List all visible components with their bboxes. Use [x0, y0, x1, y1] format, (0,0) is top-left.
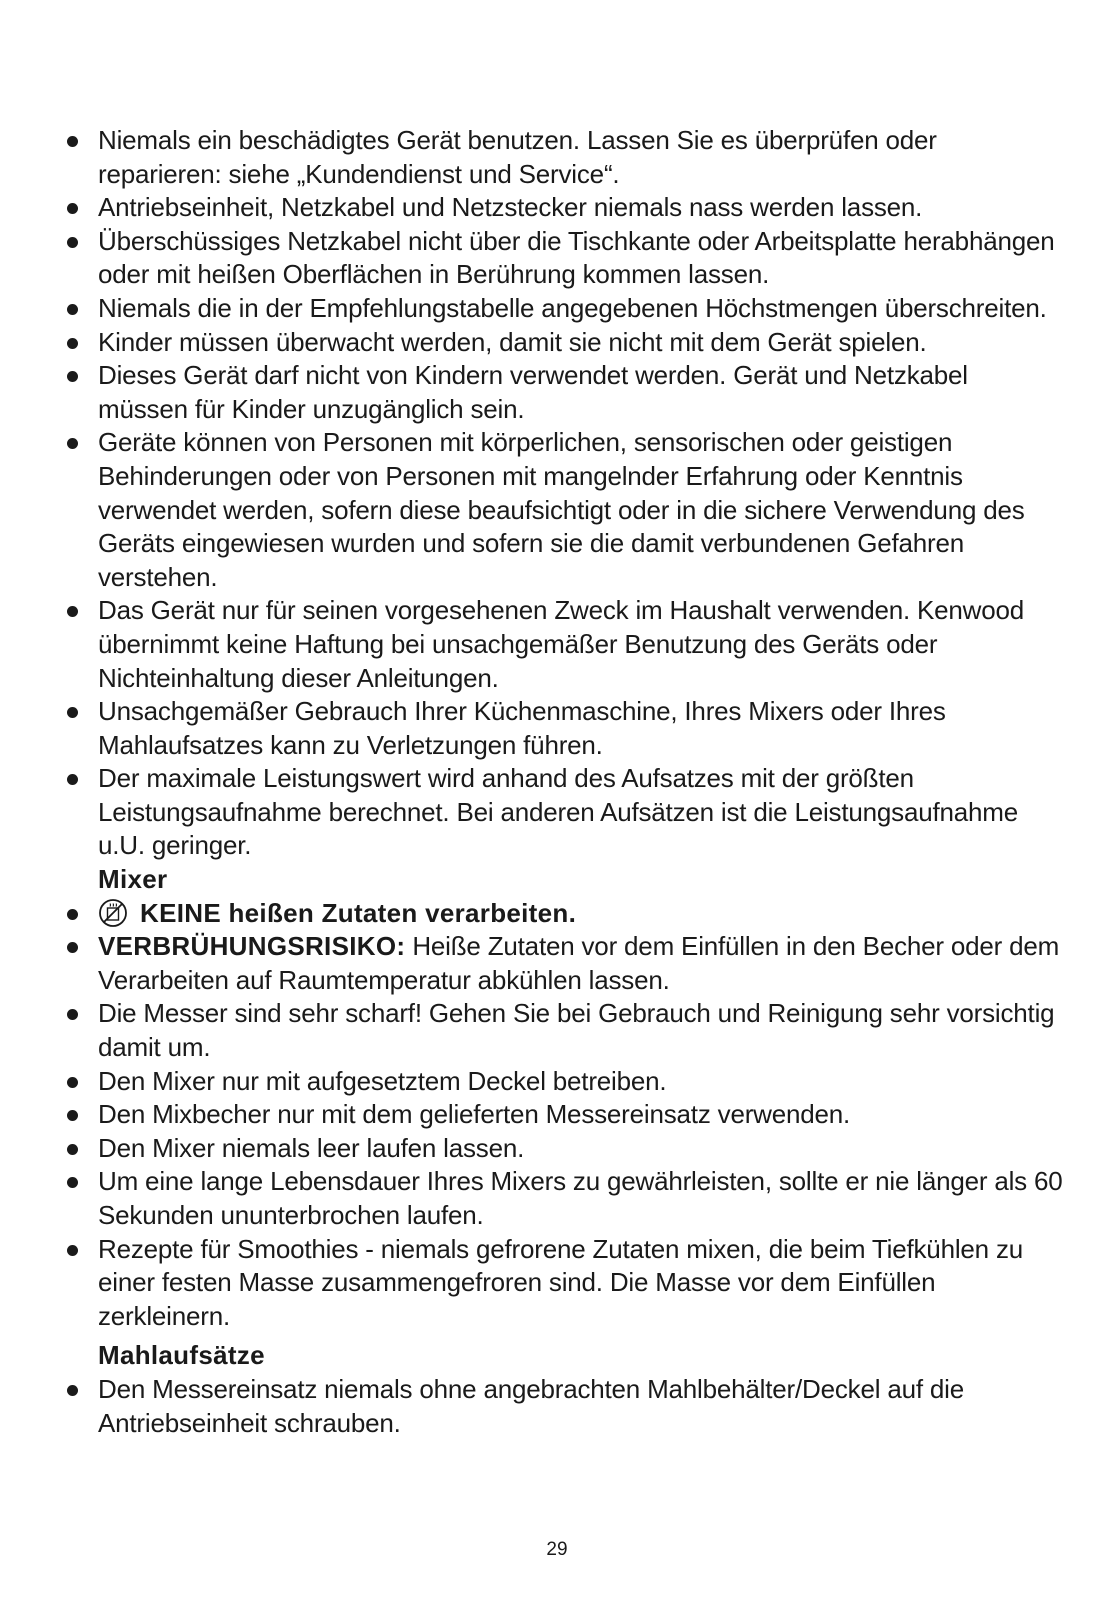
- list-item: [64, 1132, 1064, 1166]
- bullet: [67, 338, 78, 349]
- section-heading-mixer: Mixer: [98, 864, 168, 895]
- bullet: [67, 909, 78, 920]
- list-item: [64, 426, 1064, 594]
- no-hot-ingredients-icon: [98, 898, 128, 928]
- bullet: [67, 1245, 78, 1256]
- item-text: Antriebseinheit, Netzkabel und Netzstecker niemals nass werden lassen.: [98, 192, 923, 223]
- bullet: [67, 136, 78, 147]
- item-text: Kinder müssen überwacht werden, damit sie nicht mit dem Gerät spielen.: [98, 326, 927, 357]
- item-text: Überschüssiges Netzkabel nicht über die Tischkante oder Arbeitsplatte herabhängen oder mit heißen Oberflächen in Berührung kommen lassen.: [98, 225, 1055, 290]
- list-item: [64, 1098, 1064, 1132]
- list-item: [64, 1165, 1064, 1232]
- item-text: Den Messereinsatz niemals ohne angebrachten Mahlbehälter/Deckel auf die Antriebseinheit schrauben.: [98, 1373, 964, 1438]
- scald-text: Heiße Zutaten vor dem Einfüllen in den Becher oder dem Verarbeiten auf Raumtemperatur abkühlen lassen.: [98, 931, 1060, 995]
- item-text: Niemals ein beschädigtes Gerät benutzen. Lassen Sie es überprüfen oder reparieren: siehe „Kundendienst und Service“.: [98, 125, 937, 189]
- list-item: [64, 1065, 1064, 1099]
- bullet: [67, 237, 78, 248]
- bullet: [67, 707, 78, 718]
- list-item: [64, 897, 1064, 931]
- scald-label: VERBRÜHUNGSRISIKO:: [98, 931, 406, 962]
- list-item: [64, 695, 1064, 762]
- bullet: [67, 1385, 78, 1396]
- list-item: [64, 225, 1064, 292]
- bullet: [67, 1144, 78, 1155]
- bullet: [67, 942, 78, 953]
- list-item: [64, 594, 1064, 695]
- list-item: [64, 1233, 1064, 1334]
- item-text: Den Mixbecher nur mit dem gelieferten Messereinsatz verwenden.: [98, 1099, 851, 1130]
- bullet: [67, 304, 78, 315]
- bullet: [67, 1077, 78, 1088]
- list-item: [64, 326, 1064, 360]
- bullet: [67, 371, 78, 382]
- bullet: [67, 1009, 78, 1020]
- item-text: Den Mixer nur mit aufgesetztem Deckel betreiben.: [98, 1065, 667, 1096]
- item-text: Den Mixer niemals leer laufen lassen.: [98, 1132, 525, 1163]
- item-text: Die Messer sind sehr scharf! Gehen Sie bei Gebrauch und Reinigung sehr vorsichtig damit um.: [98, 998, 1055, 1063]
- list-item: [64, 930, 1064, 997]
- bullet: [67, 774, 78, 785]
- item-text: Rezepte für Smoothies - niemals gefrorene Zutaten mixen, die beim Tiefkühlen zu einer festen Masse zusammengefroren sind. Die Masse vor dem Einfüllen zerkleinern.: [98, 1233, 1024, 1331]
- item-text: Der maximale Leistungswert wird anhand des Aufsatzes mit der größten Leistungsaufnahme berechnet. Bei anderen Aufsätzen ist die Leistungsaufnahme u.U. geringer.: [98, 763, 1019, 861]
- bullet: [67, 203, 78, 214]
- item-text: Unsachgemäßer Gebrauch Ihrer Küchenmaschine, Ihres Mixers oder Ihres Mahlaufsatzes kann zu Verletzungen führen.: [98, 696, 946, 760]
- safety-content: [64, 124, 1064, 1440]
- list-item: [64, 292, 1064, 326]
- list-item: [64, 1373, 1064, 1440]
- bullet: [67, 1110, 78, 1121]
- item-text: Um eine lange Lebensdauer Ihres Mixers zu gewährleisten, sollte er nie länger als 60 Sekunden ununterbrochen laufen.: [98, 1166, 1063, 1230]
- list-item: [64, 124, 1064, 191]
- list-item: [64, 191, 1064, 225]
- section-heading-mahlaufsaetze: Mahlaufsätze: [98, 1340, 265, 1371]
- bullet: [67, 606, 78, 617]
- page-number: 29: [546, 1539, 568, 1560]
- item-text: Niemals die in der Empfehlungstabelle angegebenen Höchstmengen überschreiten.: [98, 292, 1047, 323]
- item-text: Dieses Gerät darf nicht von Kindern verwendet werden. Gerät und Netzkabel müssen für Kinder unzugänglich sein.: [98, 360, 968, 424]
- item-text: Das Gerät nur für seinen vorgesehenen Zweck im Haushalt verwenden. Kenwood übernimmt keine Haftung bei unsachgemäßer Benutzung des Geräts oder Nichteinhaltung dieser Anleitungen.: [98, 595, 1025, 693]
- item-text: Geräte können von Personen mit körperlichen, sensorischen oder geistigen Behinderungen oder von Personen mit mangelnder Erfahrung oder Kenntnis verwendet werden, sofern diese beaufsichtigt oder in die sichere Verwendung des Geräts eingewiesen wurden und sofern sie die damit verbundenen Gefahren verstehen.: [98, 427, 1025, 592]
- no-hot-warning: KEINE heißen Zutaten verarbeiten.: [140, 897, 577, 928]
- list-item: [64, 762, 1064, 863]
- bullet: [67, 1177, 78, 1188]
- bullet: [67, 438, 78, 449]
- list-item: [64, 997, 1064, 1064]
- list-item: [64, 359, 1064, 426]
